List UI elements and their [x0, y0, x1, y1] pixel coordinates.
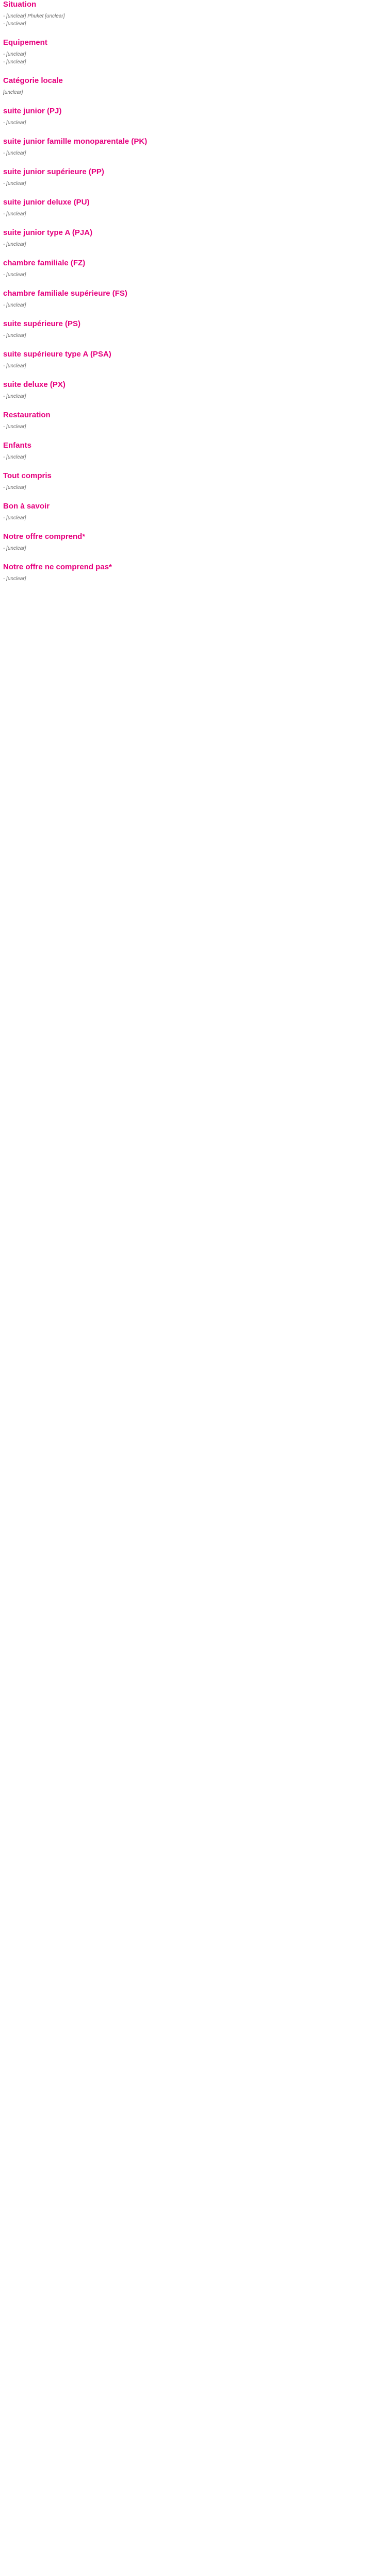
section — [3, 167, 388, 188]
section-lines — [3, 12, 388, 28]
section-title: Situation — [3, 0, 37, 9]
section-lines — [3, 545, 388, 552]
section-title: suite junior (PJ) — [3, 107, 62, 115]
section-line: - [unclear] — [3, 515, 26, 521]
section — [3, 502, 388, 522]
section — [3, 411, 388, 431]
section-lines — [3, 271, 388, 279]
section-lines — [3, 453, 388, 461]
section-title: Enfants — [3, 441, 32, 450]
section-line: - [unclear] — [3, 454, 26, 460]
section-title: suite junior deluxe (PU) — [3, 198, 90, 207]
section-line: - [unclear] — [3, 272, 26, 278]
section-lines — [3, 484, 388, 492]
section-lines — [3, 50, 388, 66]
section-title: Tout compris — [3, 471, 52, 480]
section-title: suite supérieure type A (PSA) — [3, 350, 111, 359]
section — [3, 198, 388, 218]
sections-container — [3, 0, 388, 583]
section-title: chambre familiale (FZ) — [3, 259, 86, 267]
section-title: Notre offre ne comprend pas* — [3, 563, 112, 571]
section-lines — [3, 362, 388, 370]
section-line: - [unclear] — [3, 59, 26, 65]
section-lines — [3, 241, 388, 248]
section-lines — [3, 575, 388, 583]
section-title: chambre familiale supérieure (FS) — [3, 289, 127, 298]
section-line: - [unclear] — [3, 333, 26, 338]
section-lines — [3, 89, 388, 96]
section — [3, 0, 388, 28]
section-lines — [3, 393, 388, 400]
section-title: Equipement — [3, 38, 47, 47]
section-line: - [unclear] — [3, 21, 26, 27]
section — [3, 441, 388, 461]
section — [3, 38, 388, 66]
section — [3, 259, 388, 279]
section-line: - [unclear] — [3, 546, 26, 551]
section-title: suite junior type A (PJA) — [3, 228, 93, 237]
section — [3, 380, 388, 400]
section-line: - [unclear] — [3, 150, 26, 156]
section-line: - [unclear] — [3, 120, 26, 126]
section — [3, 532, 388, 552]
section-title: suite supérieure (PS) — [3, 319, 81, 328]
section-lines — [3, 514, 388, 522]
section-lines — [3, 423, 388, 431]
section-line: - [unclear] — [3, 52, 26, 57]
section-title: Restauration — [3, 411, 51, 419]
section — [3, 319, 388, 340]
section-lines — [3, 332, 388, 340]
section-lines — [3, 301, 388, 309]
section-line: - [unclear] — [3, 363, 26, 369]
section-title: suite junior famille monoparentale (PK) — [3, 137, 148, 146]
section — [3, 289, 388, 309]
hotel-description-page — [0, 0, 391, 583]
section-title: Notre offre comprend* — [3, 532, 86, 541]
section-title: Bon à savoir — [3, 502, 50, 511]
section-lines — [3, 149, 388, 157]
section — [3, 76, 388, 96]
section-line: - [unclear] — [3, 242, 26, 247]
section-line: - [unclear] — [3, 576, 26, 582]
section — [3, 471, 388, 492]
section-title: Catégorie locale — [3, 76, 63, 85]
section-line: - [unclear] — [3, 211, 26, 217]
section-line: - [unclear] — [3, 181, 26, 187]
section-line: - [unclear] — [3, 394, 26, 399]
section-line: [unclear] — [3, 90, 23, 95]
section-line: - [unclear] — [3, 302, 26, 308]
section-title: suite junior supérieure (PP) — [3, 167, 104, 176]
section — [3, 107, 388, 127]
section — [3, 137, 388, 157]
section-line: - [unclear] Phuket [unclear] — [3, 13, 65, 19]
section-lines — [3, 210, 388, 218]
section-lines — [3, 180, 388, 188]
section-title: suite deluxe (PX) — [3, 380, 66, 389]
section-line: - [unclear] — [3, 424, 26, 430]
section — [3, 350, 388, 370]
section-lines — [3, 119, 388, 127]
section — [3, 563, 388, 583]
section-line: - [unclear] — [3, 485, 26, 490]
section — [3, 228, 388, 248]
